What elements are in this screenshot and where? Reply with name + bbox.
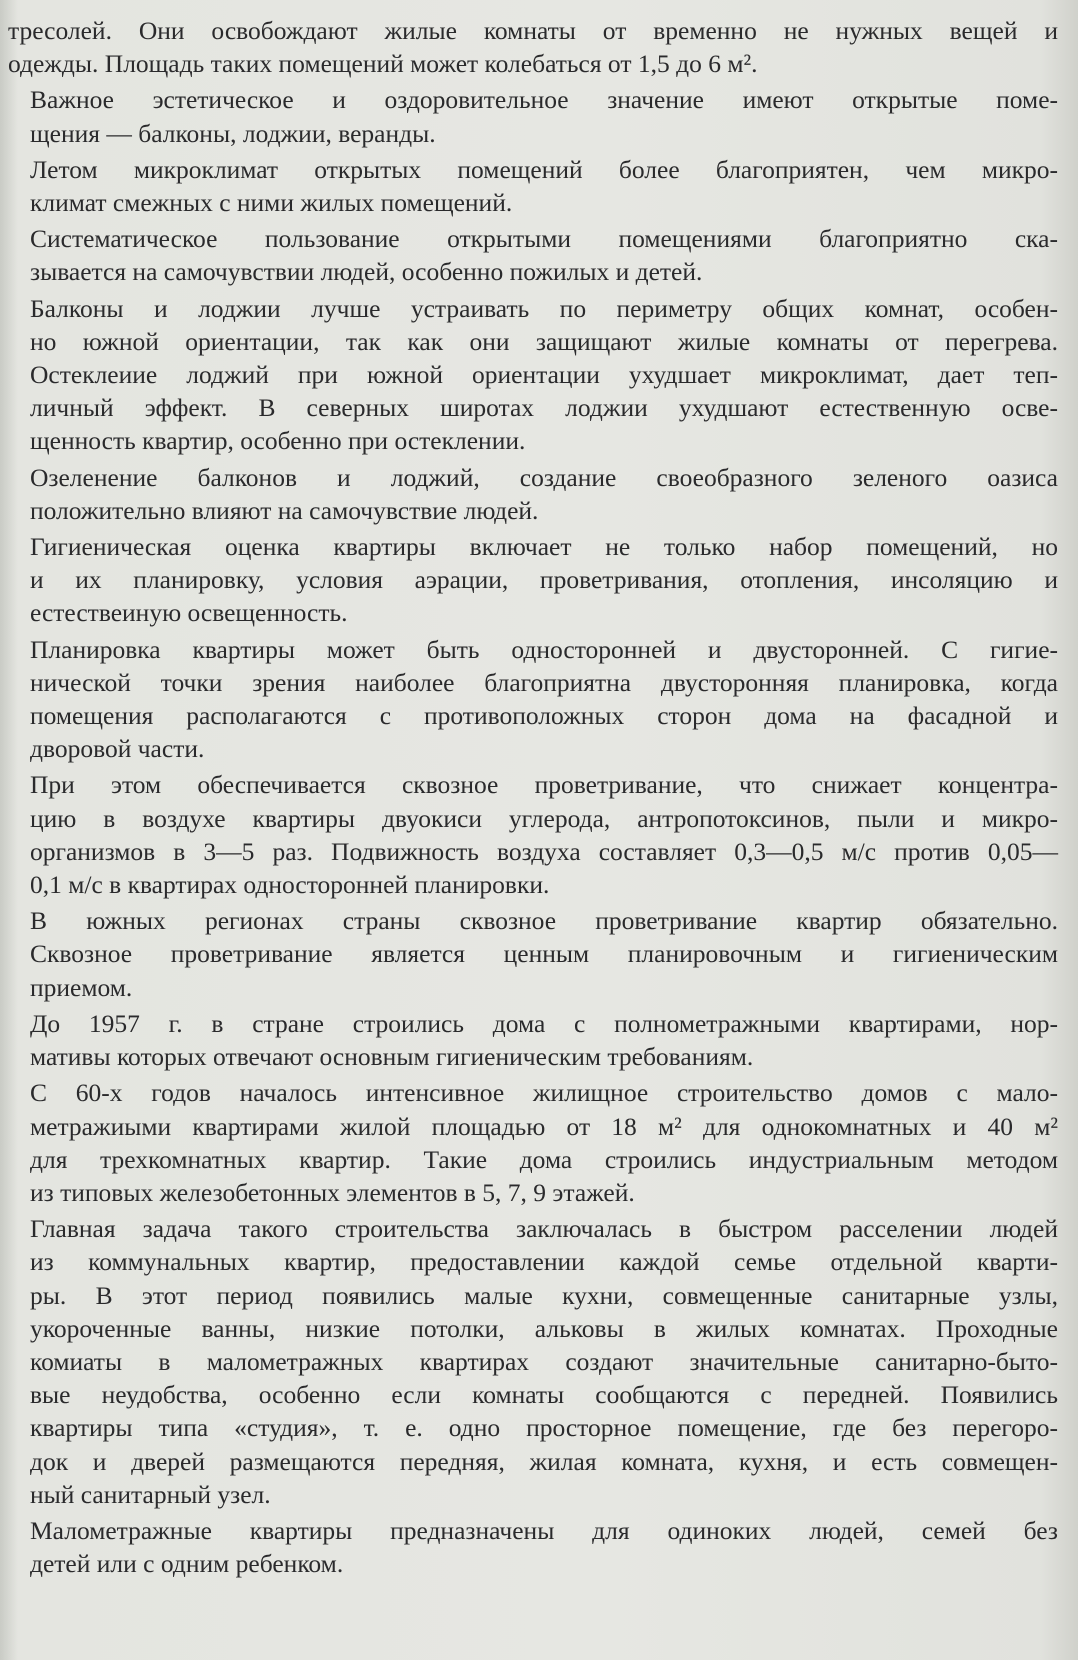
text-line: личный эффект. В северных широтах лоджии ухудшают естественную осве-	[30, 393, 1058, 423]
text-line: дворовой части.	[30, 734, 205, 764]
text-line: детей или с одним ребенком.	[30, 1549, 344, 1579]
paragraph	[8, 1514, 1058, 1580]
text-line: док и дверей размещаются передняя, жилая комната, кухня, и есть совмещен-	[30, 1446, 1058, 1476]
text-line: Озеленение балконов и лоджий, создание своеобразного зеленого оазиса	[30, 462, 1058, 492]
text-line: Систематическое пользование открытыми помещениями благоприятно ска-	[30, 224, 1058, 254]
text-line: Летом микроклимат открытых помещений более благоприятен, чем микро-	[30, 154, 1058, 184]
text-line: Малометражные квартиры предназначены для одиноких людей, семей без	[30, 1515, 1058, 1545]
text-line: нической точки зрения наиболее благоприятна двусторонняя планировка, когда	[30, 667, 1058, 697]
text-line: Балконы и лоджии лучше устраивать по периметру общих комнат, особен-	[30, 293, 1058, 323]
text-line: комиаты в малометражных квартирах создают значительные санитарно-быто-	[30, 1346, 1058, 1376]
paragraph	[8, 530, 1058, 630]
text-line: климат смежных с ними жилых помещений.	[30, 188, 513, 218]
text-line: ры. В этот период появились малые кухни, совмещенные санитарные узлы,	[30, 1280, 1058, 1310]
paragraph	[8, 461, 1058, 527]
text-line: Остеклеиие лоджий при южной ориентации ухудшает микроклимат, дает теп-	[30, 360, 1058, 390]
paragraph	[8, 633, 1058, 766]
text-line: организмов в 3—5 раз. Подвижность воздуха составляет 0,3—0,5 м/с против 0,05—	[30, 836, 1058, 866]
text-line: цию в воздухе квартиры двуокиси углерода, антропотоксинов, пыли и микро-	[30, 803, 1058, 833]
text-line: Главная задача такого строительства заключалась в быстром расселении людей	[30, 1214, 1058, 1244]
text-line: В южных регионах страны сквозное проветривание квартир обязательно.	[30, 906, 1058, 936]
body-text	[8, 14, 1058, 1583]
text-line: одежды. Площадь таких помещений может колебаться от 1,5 до 6 м².	[8, 49, 758, 79]
text-line: вые неудобства, особенно если комнаты сообщаются с передней. Появились	[30, 1380, 1058, 1410]
text-line: мативы которых отвечают основным гигиеническим требованиям.	[30, 1042, 754, 1072]
paragraph	[8, 1007, 1058, 1073]
text-line: естествеиную освещенность.	[30, 598, 348, 628]
text-line: укороченные ванны, низкие потолки, альковы в жилых комнатах. Проходные	[30, 1313, 1058, 1343]
paragraph	[8, 1076, 1058, 1209]
text-line: Гигиеническая оценка квартиры включает не только набор помещений, но	[30, 532, 1058, 562]
paragraph	[8, 904, 1058, 1004]
text-line: но южной ориентации, так как они защищают жилые комнаты от перегрева.	[30, 326, 1058, 356]
text-line: положительно влияют на самочувствие людей.	[30, 495, 539, 525]
paragraph	[8, 222, 1058, 288]
text-line: щения — балконы, лоджии, веранды.	[30, 118, 436, 148]
text-line: Сквозное проветривание является ценным планировочным и гигиеническим	[30, 939, 1058, 969]
text-line: из коммунальных квартир, предоставлении каждой семье отдельной кварти-	[30, 1247, 1058, 1277]
text-line: для трехкомнатных квартир. Такие дома строились индустриальным методом	[30, 1144, 1058, 1174]
paragraph	[8, 1212, 1058, 1511]
paragraph	[8, 14, 1058, 80]
paragraph	[8, 83, 1058, 149]
paragraph	[8, 153, 1058, 219]
text-line: помещения располагаются с противоположных сторон дома на фасадной и	[30, 701, 1058, 731]
text-line: ный санитарный узел.	[30, 1479, 271, 1509]
text-line: и их планировку, условия аэрации, проветривания, отопления, инсоляцию и	[30, 565, 1058, 595]
paragraph	[8, 768, 1058, 901]
text-line: щенность квартир, особенно при остеклении.	[30, 426, 526, 456]
text-line: Планировка квартиры может быть односторонней и двусторонней. С гигие-	[30, 634, 1058, 664]
text-line: метражиыми квартирами жилой площадью от 18 м² для однокомнатных и 40 м²	[30, 1111, 1058, 1141]
text-line: тресолей. Они освобождают жилые комнаты от временно не нужных вещей и	[8, 16, 1058, 45]
text-line: квартиры типа «студия», т. е. одно просторное помещение, где без перегоро-	[30, 1413, 1058, 1443]
text-line: До 1957 г. в стране строились дома с полнометражными квартирами, нор-	[30, 1008, 1058, 1038]
text-line: зывается на самочувствии людей, особенно пожилых и детей.	[30, 257, 703, 287]
paragraph	[8, 292, 1058, 458]
text-line: 0,1 м/с в квартирах односторонней планировки.	[30, 870, 550, 900]
text-line: Важное эстетическое и оздоровительное значение имеют открытые поме-	[30, 85, 1058, 115]
text-line: из типовых железобетонных элементов в 5, 7, 9 этажей.	[30, 1177, 635, 1207]
text-line: приемом.	[30, 972, 133, 1002]
text-line: С 60-х годов началось интенсивное жилищное строительство домов с мало-	[30, 1078, 1058, 1108]
text-line: При этом обеспечивается сквозное проветривание, что снижает концентра-	[30, 770, 1058, 800]
